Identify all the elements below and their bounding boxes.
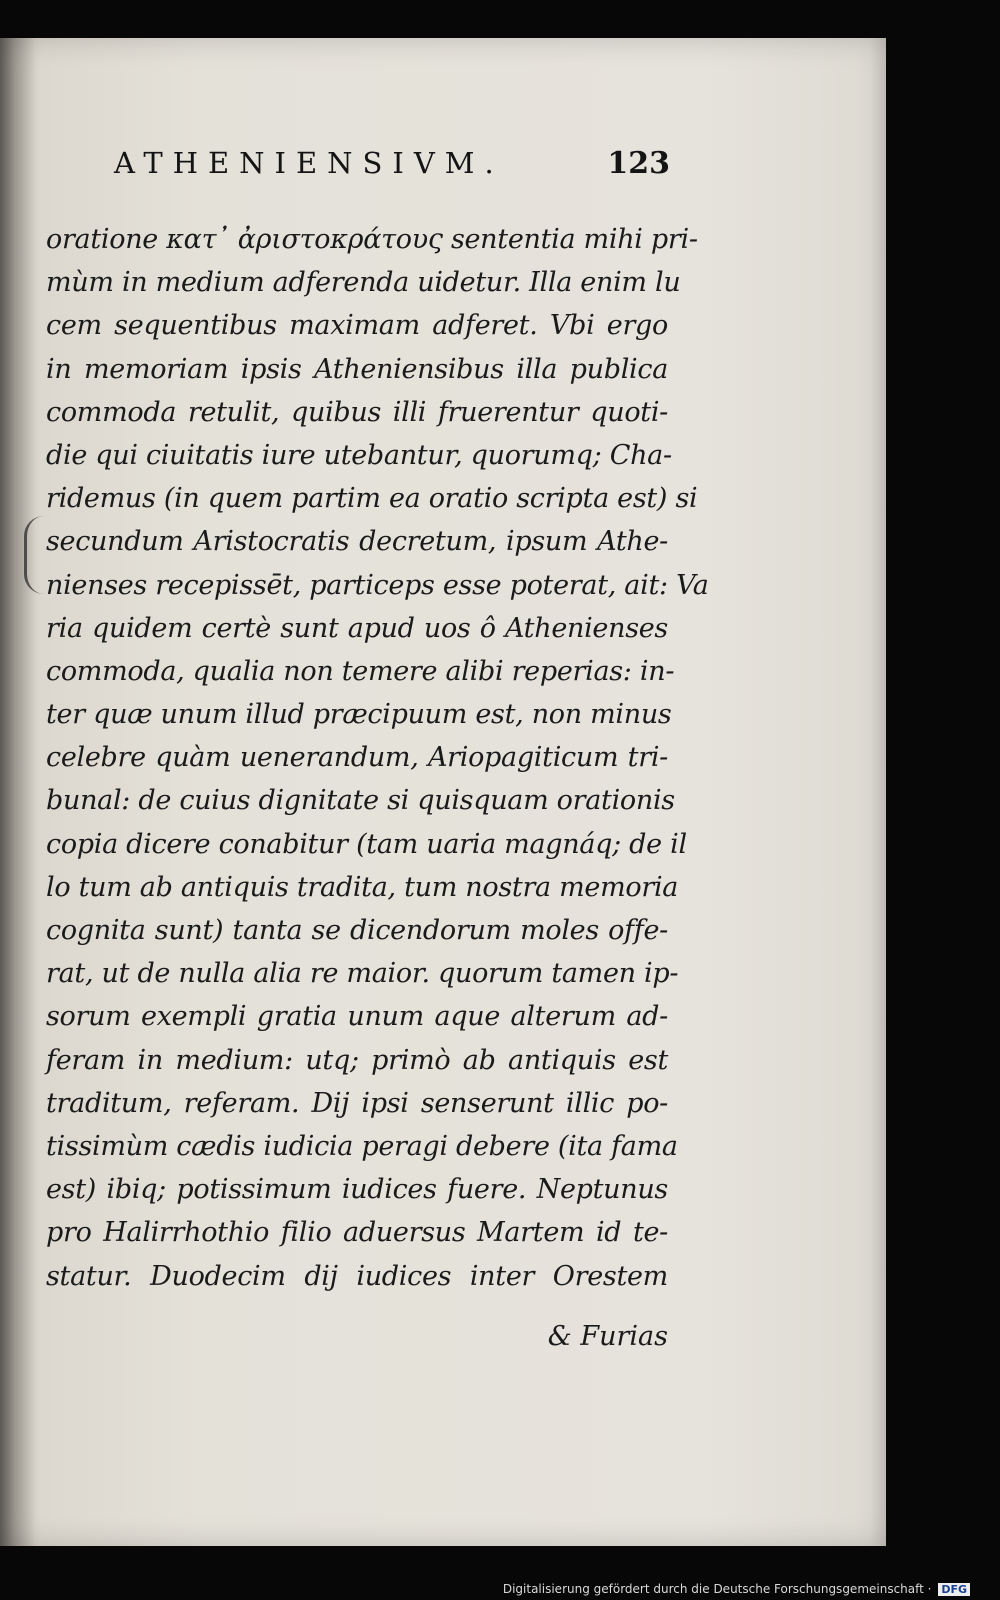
text-line: ria quidem certè sunt apud uos ô Athenienses [46,612,668,644]
text-line: rat, ut de nulla alia re maior. quorum tamen ip- [46,958,679,990]
text-line: die qui ciuitatis iure utebantur, quorumq; Cha- [46,439,672,471]
dfg-logo-icon: DFG [938,1583,970,1596]
credit-text: Digitalisierung gefördert durch die Deutsche Forschungsgemeinschaft · [502,1582,932,1596]
text-line: est) ibiq; potissimum iudices fuere. Neptunus [46,1174,668,1206]
running-head [110,134,670,190]
text-line: feram in medium: utq; primò ab antiquis est [46,1044,668,1076]
text-line: celebre quàm uenerandum, Ariopagiticum tri- [46,742,668,774]
text-line: ter quæ unum illud præcipuum est, non minus [46,699,672,731]
book-page [0,38,886,1546]
text-line: oratione κατ᾽ ἀριστοκράτους sententia mihi pri- [46,224,698,255]
text-line: secundum Aristocratis decretum, ipsum Athe- [46,526,668,558]
footer-credit [503,1582,970,1596]
text-line: cem sequentibus maximam adferet. Vbi ergo [46,310,668,342]
text-line: in memoriam ipsis Atheniensibus illa publica [46,353,668,385]
text-line: lo tum ab antiquis tradita, tum nostra memoria [46,871,679,903]
text-line: nienses recepissēt, particeps esse poterat, ait: Va [46,569,709,601]
text-line: mùm in medium adferenda uidetur. Illa enim lu [46,267,681,299]
text-line: cognita sunt) tanta se dicendorum moles offe- [46,915,668,946]
text-line: traditum, referam. Dij ipsi senserunt illic po- [46,1087,668,1119]
text-line: copia dicere conabitur (tam uaria magnáq; de il [46,828,687,860]
text-line: commoda retulit, quibus illi fruerentur quoti- [46,396,668,428]
page-number: 123 [607,146,670,181]
body-text [46,218,709,1298]
text-line: sorum exempli gratia unum aque alterum ad- [46,1001,668,1033]
catchword: & Furias [547,1321,668,1352]
text-line: ridemus (in quem partim ea oratio scripta est) si [46,483,698,515]
text-line: pro Halirrhothio filio aduersus Martem id te- [46,1217,668,1249]
text-line: statur. Duodecim dij iudices inter Orestem [46,1260,668,1292]
running-title: ATHENIENSIVM. [114,146,504,180]
text-line: bunal: de cuius dignitate si quisquam orationis [46,785,675,817]
text-line: tissimùm cædis iudicia peragi debere (ita fama [46,1130,678,1162]
text-line: commoda, qualia non temere alibi reperias: in- [46,655,675,687]
